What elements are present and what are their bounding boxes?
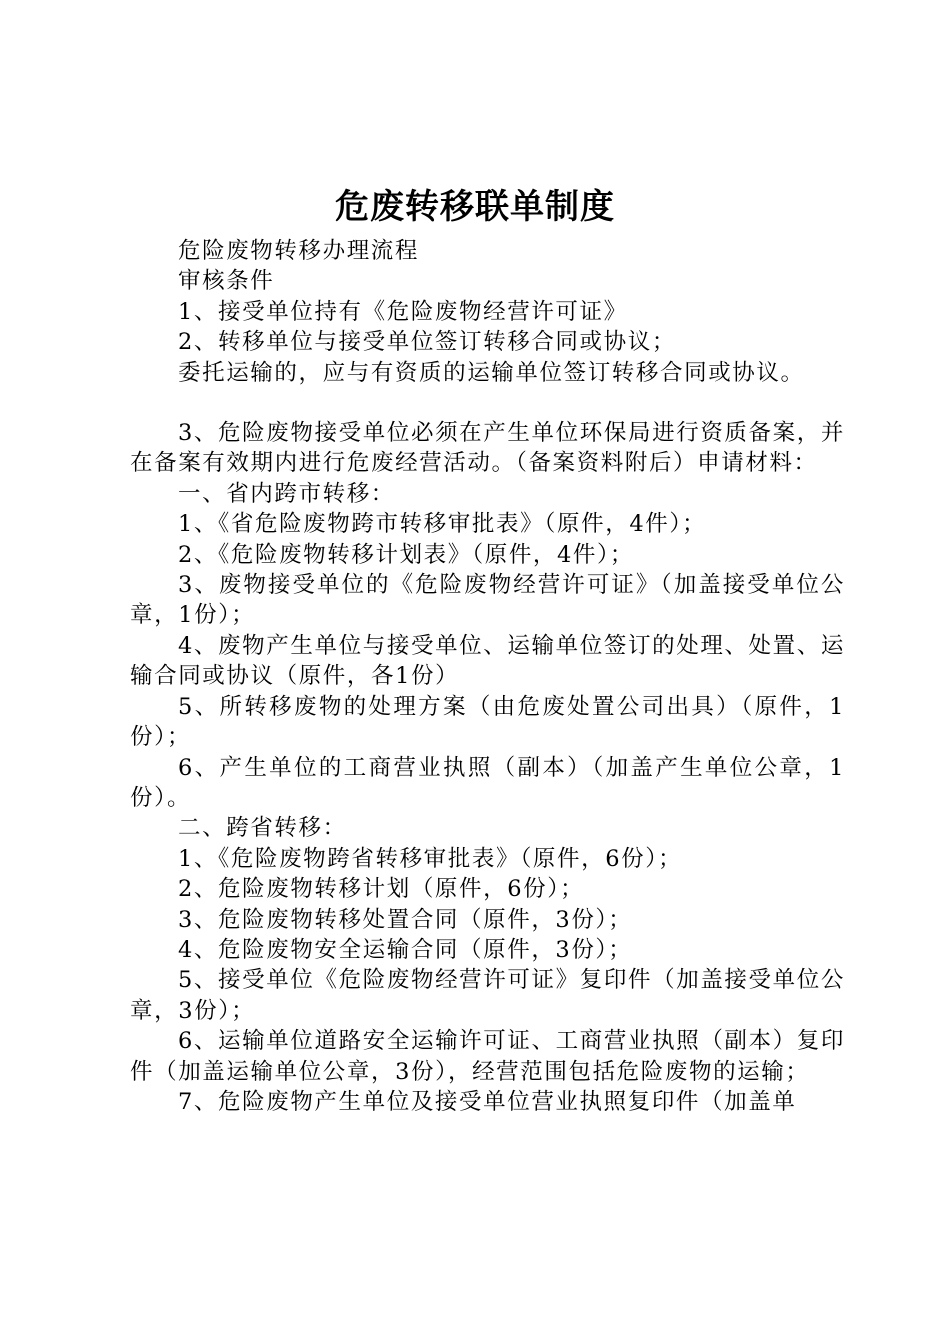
list-item: 2、危险废物转移计划（原件，6份）； xyxy=(178,876,585,903)
document-body xyxy=(130,236,845,1117)
list-item: 6、运输单位道路安全运输许可证、工商营业执照（副本）复印件（加盖运输单位公章，3份），经营范围包括危险废物的运输； xyxy=(130,1028,845,1085)
list-item: 1、《省危险废物跨市转移审批表》（原件，4件）； xyxy=(178,511,707,538)
paragraph-condition-2: 2、转移单位与接受单位签订转移合同或协议； xyxy=(178,329,676,356)
paragraph-entrusted-transport: 委托运输的，应与有资质的运输单位签订转移合同或协议。 xyxy=(178,359,805,386)
paragraph-condition-3: 3、危险废物接受单位必须在产生单位环保局进行资质备案，并在备案有效期内进行危废经营活动。（备案资料附后）申请材料： xyxy=(130,420,845,477)
document-title: 危废转移联单制度 xyxy=(335,187,615,227)
list-item: 3、废物接受单位的《危险废物经营许可证》（加盖接受单位公章，1份）； xyxy=(130,572,845,629)
paragraph-review-conditions: 审核条件 xyxy=(178,268,275,295)
list-item: 4、废物产生单位与接受单位、运输单位签订的处理、处置、运输合同或协议（原件，各1份） xyxy=(130,632,845,690)
section-heading-intra-province: 一、省内跨市转移： xyxy=(178,480,395,507)
list-item: 3、危险废物转移处置合同（原件，3份）； xyxy=(178,906,633,933)
list-item: 2、《危险废物转移计划表》（原件，4件）； xyxy=(178,541,634,568)
paragraph-condition-1: 1、接受单位持有《危险废物经营许可证》 xyxy=(178,298,628,325)
list-item: 7、危险废物产生单位及接受单位营业执照复印件（加盖单 xyxy=(178,1088,797,1115)
section-heading-inter-province: 二、跨省转移： xyxy=(178,815,347,842)
list-item: 6、产生单位的工商营业执照（副本）（加盖产生单位公章，1份）。 xyxy=(130,754,845,811)
list-item: 5、接受单位《危险废物经营许可证》复印件（加盖接受单位公章，3份）； xyxy=(130,967,845,1024)
list-item: 5、所转移废物的处理方案（由危废处置公司出具）（原件，1份）； xyxy=(130,693,845,751)
list-item: 4、危险废物安全运输合同（原件，3份）； xyxy=(178,936,633,963)
paragraph-process-heading: 危险废物转移办理流程 xyxy=(178,238,420,264)
list-item: 1、《危险废物跨省转移审批表》（原件，6份）； xyxy=(178,845,683,872)
